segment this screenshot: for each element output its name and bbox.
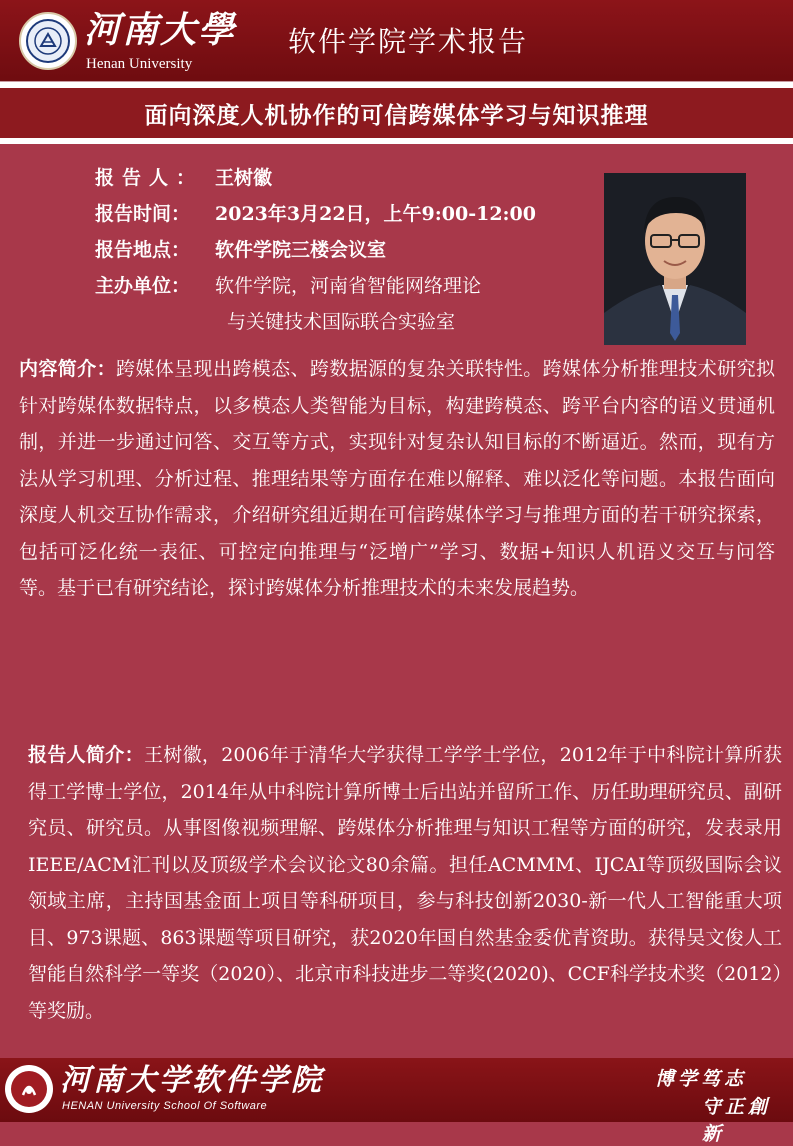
department-title: 软件学院学术报告	[288, 25, 529, 58]
abstract-text: 跨媒体呈现出跨模态、跨数据源的复杂关联特性。跨媒体分析推理技术研究拟针对跨媒体数据特点，以多模态人类智能为目标，构建跨模态、跨平台内容的语义贯通机制，并进一步通过问答、交互等方式，实现针对复杂认知目标的不断逼近。然而，现有方法从学习机理、分析过程、推理结果等方面存在难以解释、难以泛化等问题。本报告面向深度人机交互协作需求，介绍研究组近期在可信跨媒体学习与推理方面的若干研究探索，包括可泛化统一表征、可控定向推理与“泛增广”学习、数据+知识人机语义交互与问答等。基于已有研究结论，探讨跨媒体分析推理技术的未来发展趋势。	[19, 358, 775, 599]
time-label: 报告时间：	[95, 203, 191, 225]
host-row	[95, 268, 536, 304]
school-name-cn: 河南大学软件学院	[60, 1063, 324, 1098]
bio-paragraph	[28, 737, 782, 1029]
university-name-en: Henan University	[86, 56, 193, 72]
report-info	[95, 160, 536, 340]
school-name-en: HENAN University School Of Software	[62, 1100, 268, 1112]
abstract-paragraph	[19, 351, 775, 607]
title-bar	[0, 88, 793, 138]
speaker-photo	[604, 173, 746, 345]
university-seal-icon	[19, 12, 77, 70]
time-row	[95, 196, 536, 232]
footer-band	[0, 1058, 793, 1145]
host-line-1: 软件学院，河南省智能网络理论	[215, 275, 482, 297]
speaker-label: 报告人：	[95, 167, 204, 189]
speaker-name: 王树徽	[215, 167, 273, 189]
title-band	[0, 82, 793, 144]
host-line-2: 与关键技术国际联合实验室	[227, 311, 456, 333]
bio-text: 王树徽，2006年于清华大学获得工学学士学位，2012年于中科院计算所获得工学博士学位，2014年从中科院计算所博士后出站并留所工作、历任助理研究员、副研究员、研究员。从事图像视频理解、跨媒体分析推理与知识工程等方面的研究，发表录用IEEE/ACM汇刊以及顶级学术会议论文80余篇。担任ACMMM、IJCAI等顶级国际会议领域主席，主持国基金面上项目等科研项目，参与科技创新2030-新一代人工智能重大项目、973课题、863课题等项目研究，获2020年国自然基金委优青资助。获得吴文俊人工智能自然科学一等奖（2020）、北京市科技进步二等奖(2020)、CCF科学技术奖（2012）等奖励。	[28, 744, 782, 1022]
place-row	[95, 232, 536, 268]
report-time: 2023年3月22日，上午9:00-12:00	[215, 203, 536, 225]
bio-label: 报告人简介：	[28, 744, 144, 766]
place-label: 报告地点：	[95, 239, 191, 261]
speaker-row	[95, 160, 536, 196]
school-seal-icon	[5, 1065, 53, 1113]
host-label: 主办单位：	[95, 275, 191, 297]
report-title: 面向深度人机协作的可信跨媒体学习与知识推理	[144, 101, 649, 129]
motto-line-2: 守正創新	[702, 1096, 772, 1145]
motto-line-1: 博学笃志	[655, 1068, 748, 1090]
university-name-cn: 河南大學	[84, 9, 237, 51]
report-place: 软件学院三楼会议室	[215, 239, 387, 261]
header-band	[0, 0, 793, 82]
abstract-label: 内容简介：	[19, 358, 116, 380]
